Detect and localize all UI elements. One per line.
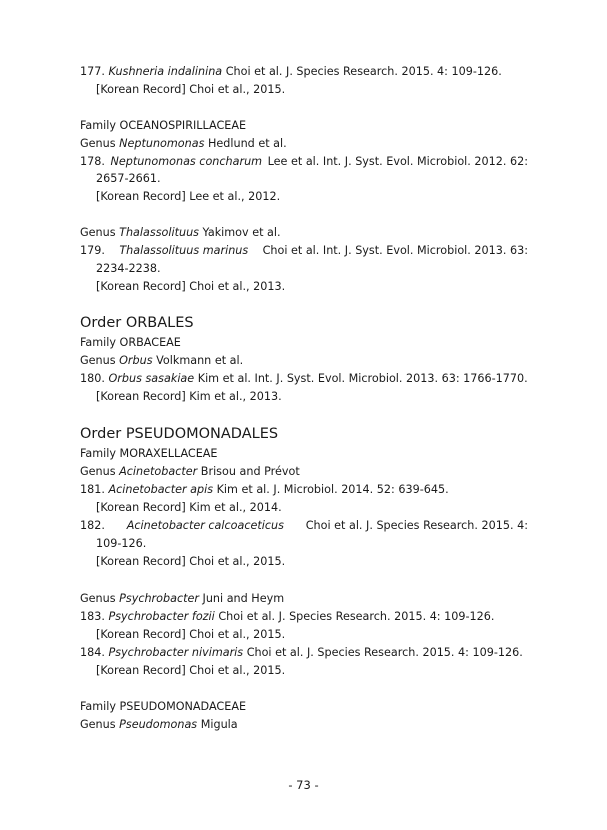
genus-heading: Genus Neptunomonas Hedlund et al.	[80, 137, 287, 150]
entry-183: 183. Psychrobacter fozii Choi et al. J. Species Research. 2015. 4: 109-126.	[80, 610, 495, 623]
genus-heading: Genus Psychrobacter Juni and Heym	[80, 592, 285, 605]
entry-178: 178. Neptunomonas concharum Lee et al. Int. J. Syst. Evol. Microbiol. 2012. 62:	[80, 155, 528, 168]
korean-record: [Korean Record] Choi et al., 2015.	[96, 628, 286, 641]
species-name: Orbus sasakiae	[108, 372, 195, 385]
korean-record: [Korean Record] Lee et al., 2012.	[96, 190, 281, 203]
genus-heading: Genus Acinetobacter Brisou and Prévot	[80, 465, 300, 478]
genus-name: Pseudomonas	[119, 718, 198, 731]
entry-181: 181. Acinetobacter apis Kim et al. J. Microbiol. 2014. 52: 639-645.	[80, 483, 449, 496]
order-heading: Order ORBALES	[80, 315, 194, 331]
entry-177: 177. Kushneria indalinina Choi et al. J. Species Research. 2015. 4: 109-126.	[80, 65, 502, 78]
genus-name: Orbus	[119, 354, 153, 367]
entry-182: 182. Acinetobacter calcoaceticus Choi et al. J. Species Research. 2015. 4:	[80, 519, 528, 532]
reference-continuation: 109-126.	[96, 537, 147, 550]
genus-name: Neptunomonas	[119, 137, 205, 150]
species-name: Psychrobacter fozii	[108, 610, 215, 623]
entry-184: 184. Psychrobacter nivimaris Choi et al. J. Species Research. 2015. 4: 109-126.	[80, 646, 523, 659]
species-name: Acinetobacter apis	[108, 483, 214, 496]
korean-record: [Korean Record] Choi et al., 2015.	[96, 83, 286, 96]
reference-continuation: 2234-2238.	[96, 262, 161, 275]
korean-record: [Korean Record] Kim et al., 2013.	[96, 390, 282, 403]
family-heading: Family ORBACEAE	[80, 336, 181, 349]
species-name: Acinetobacter calcoaceticus	[126, 519, 284, 532]
order-heading: Order PSEUDOMONADALES	[80, 426, 279, 442]
genus-name: Thalassolituus	[119, 226, 199, 239]
genus-name: Psychrobacter	[119, 592, 199, 605]
reference-continuation: 2657-2661.	[96, 172, 161, 185]
species-name: Thalassolituus marinus	[119, 244, 249, 257]
korean-record: [Korean Record] Choi et al., 2015.	[96, 664, 286, 677]
genus-heading: Genus Thalassolituus Yakimov et al.	[80, 226, 281, 239]
korean-record: [Korean Record] Choi et al., 2015.	[96, 555, 286, 568]
entry-180: 180. Orbus sasakiae Kim et al. Int. J. Syst. Evol. Microbiol. 2013. 63: 1766-1770.	[80, 372, 528, 385]
family-heading: Family MORAXELLACEAE	[80, 447, 218, 460]
species-name: Psychrobacter nivimaris	[108, 646, 244, 659]
page-number: - 73 -	[288, 778, 319, 792]
korean-record: [Korean Record] Kim et al., 2014.	[96, 501, 282, 514]
species-name: Neptunomonas concharum	[110, 155, 263, 168]
family-heading: Family OCEANOSPIRILLACEAE	[80, 119, 247, 132]
genus-heading: Genus Pseudomonas Migula	[80, 718, 238, 731]
genus-heading: Genus Orbus Volkmann et al.	[80, 354, 244, 367]
korean-record: [Korean Record] Choi et al., 2013.	[96, 280, 286, 293]
family-heading: Family PSEUDOMONADACEAE	[80, 700, 247, 713]
genus-name: Acinetobacter	[119, 465, 198, 478]
species-name: Kushneria indalinina	[108, 65, 223, 78]
entry-179: 179. Thalassolituus marinus Choi et al. Int. J. Syst. Evol. Microbiol. 2013. 63:	[80, 244, 528, 257]
